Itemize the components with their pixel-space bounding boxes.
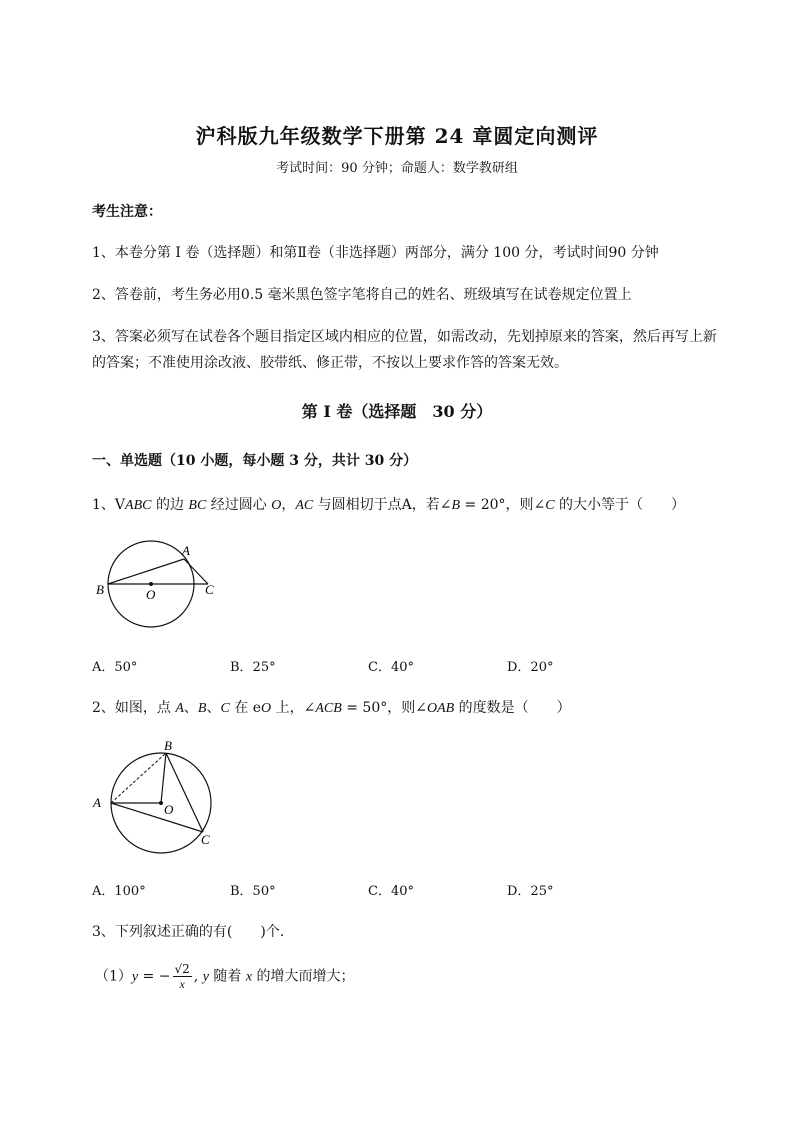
q1-option-d[interactable]: D．20°: [507, 660, 554, 675]
notice-item-2: 2、答卷前，考生务必用0.5 毫米黑色签字笔将自己的姓名、班级填写在试卷规定位置上: [92, 287, 632, 303]
exam-subtitle: 考试时间：90 分钟；命题人：数学教研组: [276, 161, 518, 176]
section-title: 第 I 卷（选择题 30 分）: [301, 402, 493, 421]
page-title: 沪科版九年级数学下册第 24 章圆定向测评: [195, 124, 599, 148]
figure-label-o: O: [146, 587, 156, 602]
part-title: 一、单选题（10 小题，每小题 3 分，共计 30 分）: [92, 453, 418, 469]
q2-option-a[interactable]: A．100°: [92, 884, 146, 899]
question-3: 3、下列叙述正确的有( )个.: [92, 924, 285, 940]
figure-label-c: C: [205, 582, 214, 597]
q1-option-c[interactable]: C．40°: [368, 660, 414, 675]
notice-item-3: 3、答案必须写在试卷各个题目指定区域内相应的位置，如需改动，先划掉原来的答案，然后再写上新: [92, 329, 717, 345]
notice-heading: 考生注意：: [92, 204, 162, 220]
q1-option-b[interactable]: B．25°: [230, 660, 276, 675]
notice-item-3-cont: 的答案；不准使用涂改液、胶带纸、修正带，不按以上要求作答的答案无效。: [92, 355, 568, 371]
figure-label-c: C: [201, 832, 210, 847]
question-1-figure: [90, 535, 230, 645]
q2-option-b[interactable]: B．50°: [230, 884, 276, 899]
question-1: 1、VABC 的边 BC 经过圆心 O，AC 与圆相切于点A，若∠B = 20°，则∠C 的大小等于（ ）: [92, 497, 686, 513]
figure-label-b: B: [164, 738, 172, 753]
q2-option-d[interactable]: D．25°: [507, 884, 554, 899]
question-2: 2、如图，点 A、B、C 在 eO 上，∠ACB = 50°，则∠OAB 的度数是（ ）: [92, 700, 571, 716]
figure-label-a: A: [93, 795, 101, 810]
figure-label-a: A: [182, 543, 190, 558]
notice-item-1: 1、本卷分第 I 卷（选择题）和第Ⅱ卷（非选择题）两部分，满分 100 分，考试时间90 分钟: [92, 245, 659, 261]
q2-option-c[interactable]: C．40°: [368, 884, 414, 899]
question-2-figure: [88, 735, 228, 855]
q1-option-a[interactable]: A．50°: [92, 660, 138, 675]
figure-label-b: B: [96, 582, 104, 597]
fraction: $\frac{√2}{x}$: [174, 962, 190, 991]
question-3-statement-1: （1）y = − $\frac{√2}{x}$ , y 随着 x 的增大而增大；: [95, 962, 355, 991]
figure-label-o: O: [164, 802, 174, 817]
